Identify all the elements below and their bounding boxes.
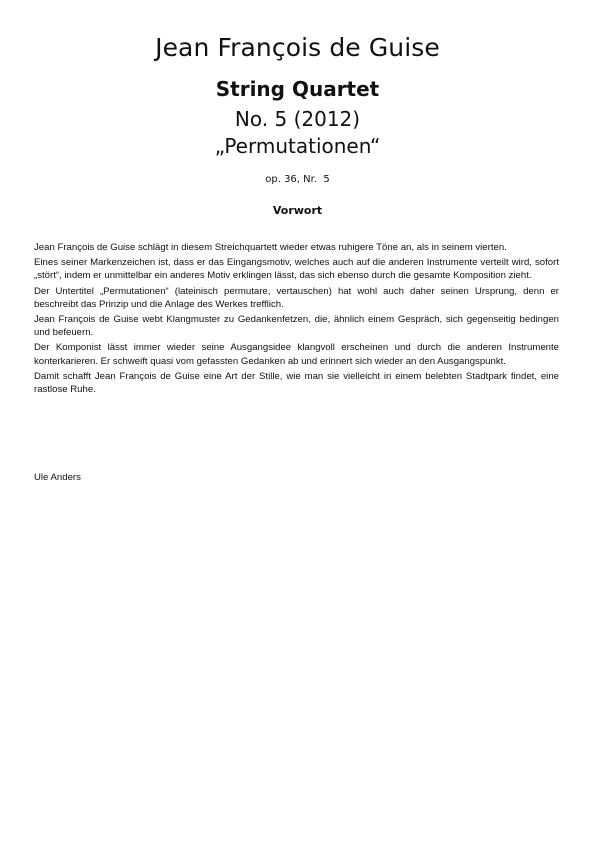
foreword-paragraph: Damit schafft Jean François de Guise eine Art der Stille, wie man sie vielleicht in einem belebten Stadtpark findet, eine rastlose Ruhe. — [34, 370, 559, 396]
foreword-paragraph: Jean François de Guise webt Klangmuster zu Gedankenfetzen, die, ähnlich einem Gespräch, sich gegenseitig bedingen und befeuern. — [34, 314, 559, 339]
foreword-body — [34, 241, 559, 398]
foreword-paragraph: Jean François de Guise schlägt in diesem Streichquartett wieder etwas ruhigere Töne an, als in seinem vierten. — [34, 242, 507, 253]
work-number: No. 5 (2012) — [234, 107, 361, 131]
foreword-heading: Vorwort — [272, 204, 323, 217]
work-subtitle: „Permutationen“ — [214, 134, 381, 158]
foreword-paragraph: Eines seiner Markenzeichen ist, dass er das Eingangsmotiv, welches auch auf die anderen Instrumente verteilt wird, sofort „stört“, indem er unmittelbar ein anderes Motiv erklingen lässt, das sich ebenso durch die gesamte Komposition zieht. — [34, 257, 559, 282]
foreword-paragraph: Der Komponist lässt immer wieder seine Ausgangsidee klangvoll erscheinen und durch die anderen Instrumente konterkarieren. Er schweift quasi vom gefassten Gedanken ab und erinnert sich wieder an den Ausgangspunkt. — [34, 342, 559, 367]
work-title: String Quartet — [215, 77, 380, 101]
composer-name: Jean François de Guise — [155, 33, 440, 62]
author-signature: Ule Anders — [34, 472, 81, 483]
opus-number: op. 36, Nr. 5 — [265, 174, 330, 185]
foreword-paragraph: Der Untertitel „Permutationen“ (lateinisch permutare, vertauschen) hat wohl auch daher seinen Ursprung, denn er beschreibt das Prinzip und die Anlage des Werkes trefflich. — [34, 285, 559, 310]
